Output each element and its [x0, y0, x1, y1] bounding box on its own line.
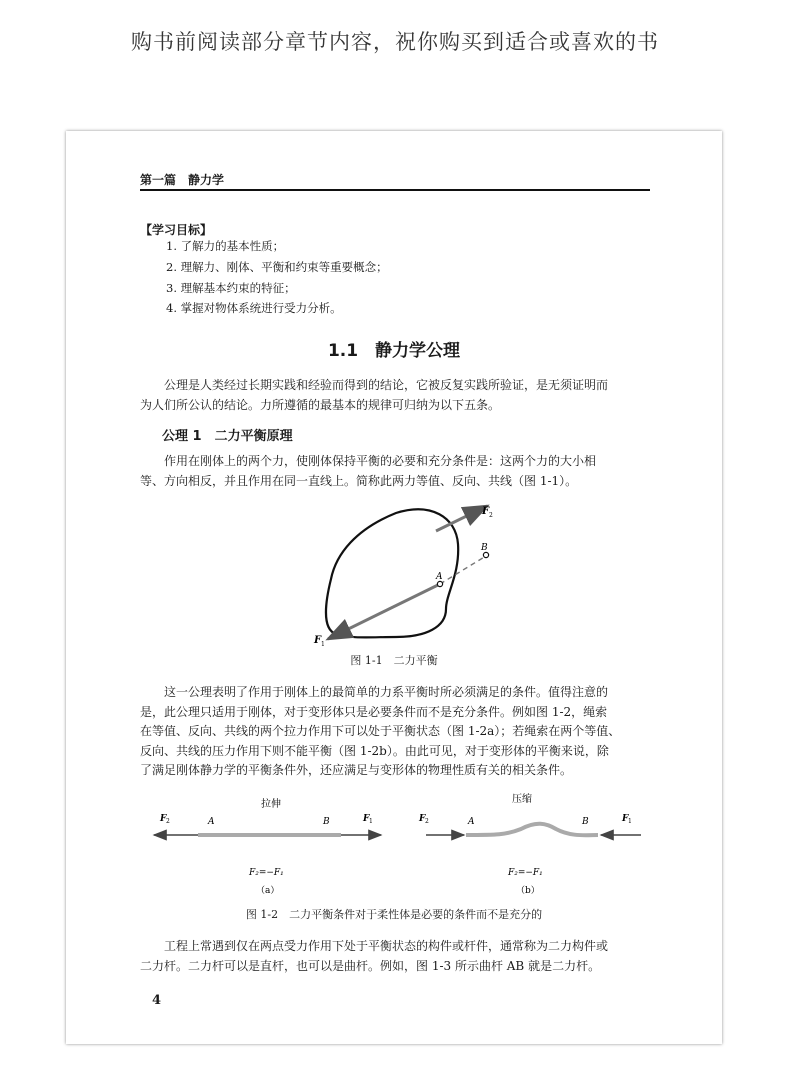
label-f1: F — [314, 635, 322, 646]
closing-paragraph — [140, 937, 652, 976]
label-b: B — [481, 543, 488, 553]
text-line: 工程上常遇到仅在两点受力作用下处于平衡状态的构件或杆件，通常称为二力构件或 — [164, 939, 609, 953]
label-f1-b-sub: 1 — [628, 818, 632, 825]
objective-item: 3. 理解基本约束的特征； — [166, 281, 296, 295]
label-f2-a-sub: 2 — [166, 818, 170, 825]
point-a — [437, 581, 442, 586]
force-f2-arrow — [436, 506, 487, 531]
label-f1-a-sub: 1 — [369, 818, 373, 825]
label-b-b: B — [582, 817, 589, 827]
text-line: 二力杆。二力杆可以是直杆，也可以是曲杆。例如，图 1-3 所示曲杆 AB 就是二力杆。 — [140, 958, 601, 973]
book-page — [66, 131, 722, 1044]
subcaption-b: （b） — [516, 886, 540, 896]
label-f2-a: F — [160, 814, 167, 824]
label-a-b: A — [468, 817, 475, 827]
running-head: 第一篇 静力学 — [140, 173, 225, 187]
banner-text: 购书前阅读部分章节内容，祝你购买到适合或喜欢的书 — [131, 30, 659, 54]
objective-item: 4. 掌握对物体系统进行受力分析。 — [166, 301, 342, 315]
axiom-paragraph — [140, 452, 652, 491]
text-line: 是，此公理只适用于刚体，对于变形体只是必要条件而不是充分条件。例如图 1-2，绳索 — [140, 704, 608, 719]
discussion-paragraph — [140, 683, 652, 781]
figure-1-1-caption: 图 1-1 二力平衡 — [350, 654, 438, 667]
rope-b — [466, 824, 598, 835]
text-line: 等、方向相反，并且作用在同一直线上。简称此两力等值、反向、共线（图 1-1）。 — [140, 473, 578, 488]
text-line: 作用在刚体上的两个力，使刚体保持平衡的必要和充分条件是：这两个力的大小相 — [164, 454, 597, 468]
figure-1-2 — [146, 791, 646, 901]
label-b-a: B — [323, 817, 330, 827]
intro-paragraph — [140, 376, 652, 415]
axiom-heading: 公理 1 二力平衡原理 — [162, 429, 293, 444]
text-line: 在等值、反向、共线的两个拉力作用下可以处于平衡状态（图 1-2a）；若绳索在两个等值、 — [140, 724, 621, 739]
label-f1-a: F — [363, 814, 370, 824]
tension-label: 拉伸 — [261, 799, 281, 810]
label-f2-b-sub: 2 — [425, 818, 429, 825]
text-line: 这一公理表明了作用于刚体上的最简单的力系平衡时所必须满足的条件。值得注意的 — [164, 685, 609, 699]
label-f2: F — [482, 506, 490, 517]
compression-label: 压缩 — [512, 794, 532, 805]
line-of-action — [440, 556, 486, 584]
label-f1-sub: 1 — [321, 641, 325, 647]
objective-item: 1. 了解力的基本性质； — [166, 239, 285, 253]
label-a-a: A — [208, 817, 215, 827]
equation-a: F₂=−F₁ — [249, 868, 284, 878]
figure-1-1 — [296, 499, 496, 647]
label-a: A — [436, 572, 443, 582]
page-number: 4 — [152, 993, 162, 1008]
objectives-title: 【学习目标】 — [140, 223, 213, 237]
point-b — [483, 552, 488, 557]
subcaption-a: （a） — [256, 886, 280, 896]
label-f2-b: F — [419, 814, 426, 824]
text-line: 为人们所公认的结论。力所遵循的最基本的规律可归纳为以下五条。 — [140, 397, 501, 412]
force-f1-arrow — [328, 584, 440, 639]
text-line: 公理是人类经过长期实践和经验而得到的结论，它被反复实践所验证，是无须证明而 — [164, 378, 609, 392]
figure-1-2-caption: 图 1-2 二力平衡条件对于柔性体是必要的条件而不是充分的 — [245, 908, 543, 921]
text-line: 了满足刚体静力学的平衡条件外，还应满足与变形体的物理性质有关的相关条件。 — [140, 763, 573, 778]
label-f2-sub: 2 — [489, 512, 493, 519]
equation-b: F₂=−F₁ — [508, 868, 543, 878]
text-line: 反向、共线的压力作用下则不能平衡（图 1-2b）。由此可见，对于变形体的平衡来说，除 — [140, 743, 609, 758]
header-rule — [140, 189, 650, 191]
objective-item: 2. 理解力、刚体、平衡和约束等重要概念； — [166, 260, 388, 274]
label-f1-b: F — [622, 814, 629, 824]
section-title: 1.1 静力学公理 — [327, 341, 461, 361]
